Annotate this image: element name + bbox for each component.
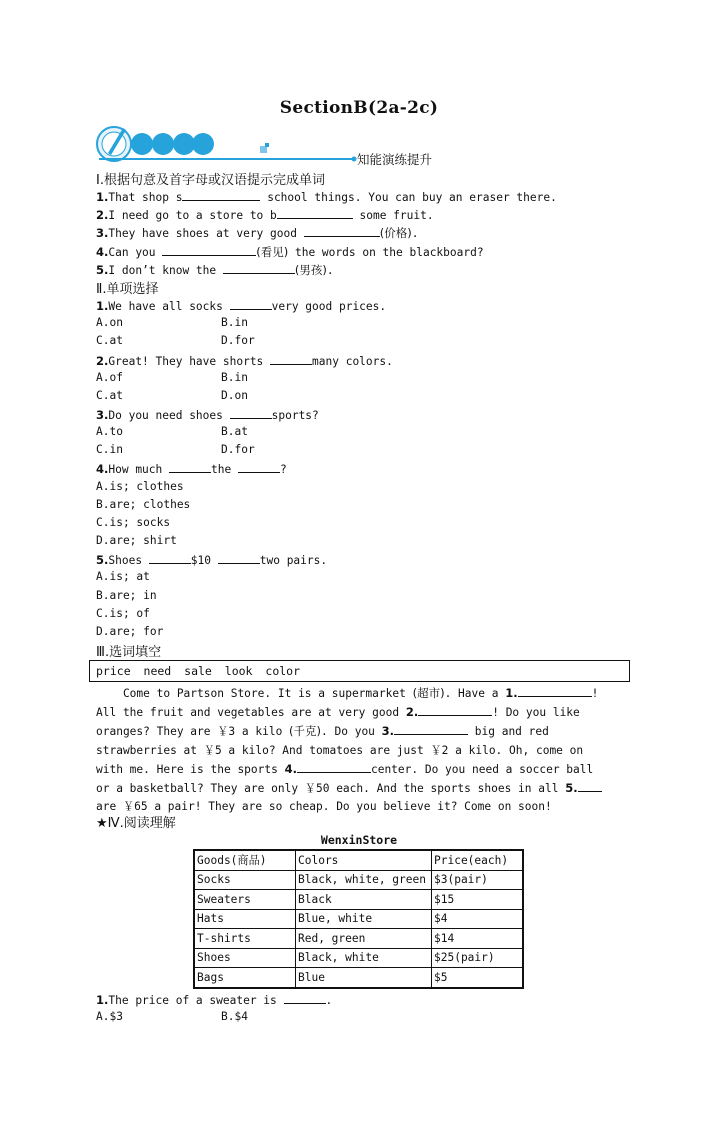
s2-question-1: 1.We have all socks very good prices. (96, 299, 387, 313)
word-bank-box: price need sale look color (89, 660, 630, 682)
section-4-heading: ★Ⅳ.阅读理解 (96, 816, 176, 831)
table-row (194, 890, 523, 910)
table-header-cell: Price(each) (432, 850, 524, 870)
passage-line-3: oranges? They are ￥3 a kilo (千克). Do you 3. big and red (96, 724, 549, 739)
table-cell: Hats (194, 909, 296, 929)
table-cell: T-shirts (194, 929, 296, 949)
table-cell: Black (296, 890, 432, 910)
s4-question-1: 1.The price of a sweater is . (96, 993, 333, 1007)
s2-q2-option-b: B.in (221, 371, 248, 384)
s2-question-4: 4.How much the ? (96, 462, 287, 476)
table-cell: Black, white, green (296, 870, 432, 890)
table-row (194, 948, 523, 968)
table-cell: Blue, white (296, 909, 432, 929)
dots-decoration (131, 133, 214, 155)
passage-line-7: are ￥65 a pair! They are so cheap. Do you believe it? Come on soon! (96, 800, 552, 814)
s2-q5-option-a: A.is; at (96, 570, 150, 583)
s2-q3-option-b: B.at (221, 425, 248, 438)
table-cell: $25(pair) (432, 948, 524, 968)
table-cell: $14 (432, 929, 524, 949)
passage-line-5: with me. Here is the sports 4. center. Do you need a soccer ball (96, 761, 594, 776)
passage-line-1: Come to Partson Store. It is a supermarket (超市). Have a 1. ! (96, 686, 599, 700)
passage-line-6: or a basketball? They are only ￥50 each. And the sports shoes in all 5. (96, 779, 626, 798)
section-3-heading: Ⅲ.选词填空 (96, 645, 162, 660)
table-cell: $3(pair) (432, 870, 524, 890)
page-title: SectionB(2a-2c) (279, 98, 439, 118)
banner-label: 知能演练提升 (357, 152, 433, 167)
s2-q4-option-d: D.are; shirt (96, 534, 177, 547)
s2-q4-option-c: C.is; socks (96, 516, 171, 529)
s2-q4-option-a: A.is; clothes (96, 480, 184, 493)
passage-line-4: strawberries at ￥5 a kilo? And tomatoes are just ￥2 a kilo. Oh, come on (96, 743, 584, 757)
s4-q1-option-b: B.$4 (221, 1010, 248, 1023)
s2-q1-option-d: D.for (221, 334, 255, 347)
s2-q3-option-c: C.in (96, 443, 123, 456)
table-row (194, 968, 523, 988)
section-2-heading: Ⅱ.单项选择 (96, 282, 159, 297)
s2-question-2: 2.Great! They have shorts many colors. (96, 354, 393, 368)
s2-q3-option-a: A.to (96, 425, 123, 438)
s2-q2-option-d: D.on (221, 389, 248, 402)
s2-q5-option-c: C.is; of (96, 607, 150, 620)
s4-q1-option-a: A.$3 (96, 1010, 123, 1023)
table-cell: $5 (432, 968, 524, 988)
passage-line-2: All the fruit and vegetables are at very good 2. ! Do you like (96, 705, 580, 720)
pen-badge-icon (97, 127, 131, 161)
s2-q1-option-c: C.at (96, 334, 123, 347)
table-row (194, 870, 523, 890)
s2-q1-option-b: B.in (221, 316, 248, 329)
table-cell: Black, white (296, 948, 432, 968)
s2-q5-option-b: B.are; in (96, 589, 157, 602)
table-header-cell: Colors (296, 850, 432, 870)
table-row (194, 909, 523, 929)
table-cell: Bags (194, 968, 296, 988)
table-cell: $4 (432, 909, 524, 929)
store-title: WenxinStore (320, 833, 398, 847)
s1-item-3: 3.They have shoes at very good (价格). (96, 226, 419, 240)
table-cell: Blue (296, 968, 432, 988)
s1-item-4: 4.Can you (看见) the words on the blackboard? (96, 245, 484, 259)
table-cell: Red, green (296, 929, 432, 949)
cloze-passage (96, 684, 626, 816)
s1-item-5: 5.I don’t know the (男孩). (96, 263, 334, 277)
table-header-cell: Goods(商品) (194, 850, 296, 870)
s1-item-2: 2.I need go to a store to b some fruit. (96, 208, 434, 222)
goods-table (193, 849, 524, 989)
s1-item-1: 1.That shop s school things. You can buy an eraser there. (96, 190, 557, 204)
table-header-row (194, 850, 523, 870)
s2-question-3: 3.Do you need shoes sports? (96, 408, 319, 422)
table-cell: $15 (432, 890, 524, 910)
s2-q5-option-d: D.are; for (96, 625, 164, 638)
s2-question-5: 5.Shoes $10 two pairs. (96, 553, 328, 567)
s2-q1-option-a: A.on (96, 316, 123, 329)
table-cell: Shoes (194, 948, 296, 968)
section-1-heading: Ⅰ.根据句意及首字母或汉语提示完成单词 (96, 173, 325, 188)
s2-q2-option-c: C.at (96, 389, 123, 402)
table-row (194, 929, 523, 949)
table-cell: Socks (194, 870, 296, 890)
s2-q3-option-d: D.for (221, 443, 255, 456)
s2-q4-option-b: B.are; clothes (96, 498, 191, 511)
table-cell: Sweaters (194, 890, 296, 910)
s2-q2-option-a: A.of (96, 371, 123, 384)
